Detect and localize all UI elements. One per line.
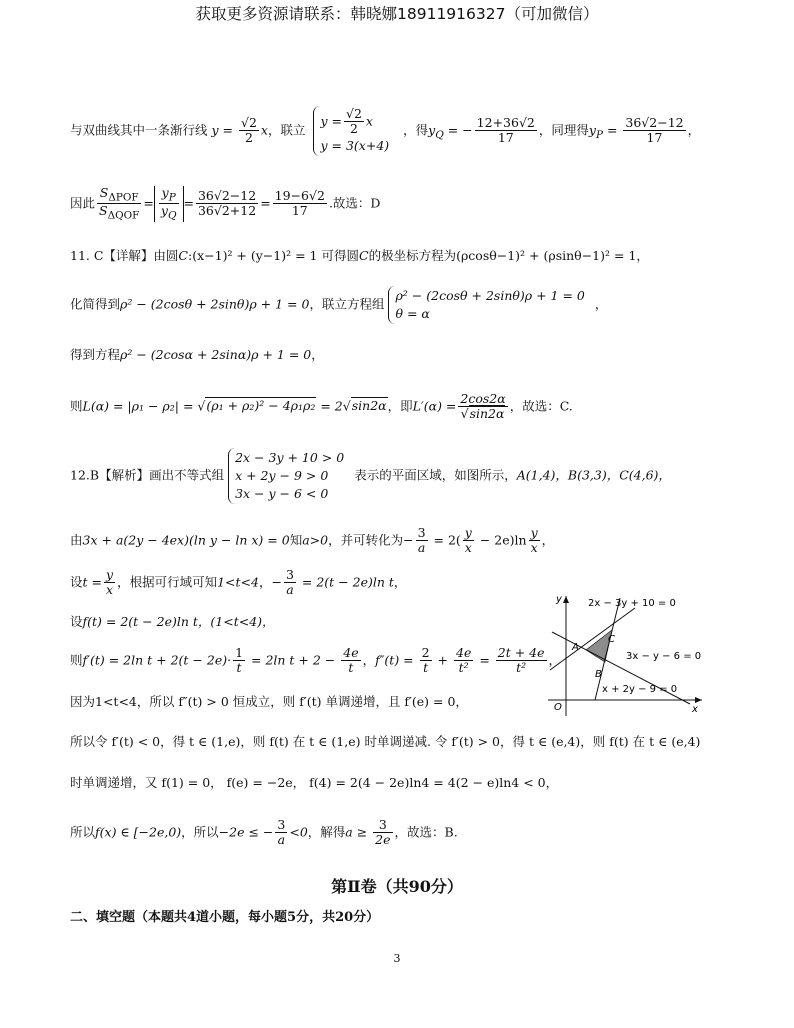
feasible-region-figure: [540, 592, 710, 722]
line-intervals: 所以令 f′(t) < 0，得 t ∈ (1,e)，则 f(t) 在 t ∈ (1,e) 时单调递减. 令 f′(t) > 0，得 t ∈ (e,4)，则 f(t) 在 t ∈ (e,4): [70, 734, 701, 749]
equation-system: ρ² − (2cosθ + 2sinθ)ρ + 1 = 0 θ = α: [388, 286, 590, 324]
label-a: A: [572, 642, 579, 653]
fraction: $\frac{12+36√2}{17}$: [476, 115, 535, 146]
fraction: $\frac{√2}{2}$: [241, 115, 257, 146]
math: y =: [211, 122, 234, 138]
line-substitution: 设t = $\frac{y}{x}$ ，根据可行域可知1<t<4，− $\frac{3}{a}$ = 2(t − 2e)ln t，: [70, 567, 407, 598]
line-monotonic: 因为1<t<4，所以 f″(t) > 0 恒成立，则 f′(t) 单调递增，且 f′(e) = 0，: [70, 694, 468, 709]
label-eq2: 3x − y − 6 = 0: [626, 651, 702, 662]
absolute-value: $\frac{y_P}{y_Q}$: [154, 186, 184, 222]
line-q11: 11. C【详解】由圆C:(x−1)² + (y−1)² = 1 可得圆C的极坐标方程为(ρcosθ−1)² + (ρsinθ−1)² = 1，: [70, 248, 649, 263]
label-eq1: 2x − 3y + 10 = 0: [588, 598, 676, 609]
fraction: $\frac{36√2-12}{36√2+12}$: [197, 188, 257, 219]
inequality-system: 2x − 3y + 10 > 0 x + 2y − 9 > 0 3x − y − 6 < 0: [228, 448, 350, 504]
line-transform: 由3x + a(2y − 4ex)(ln y − ln x) = 0知a>0，并可转化为− $\frac{3}{a}$ = 2( $\frac{y}{x}$ − 2e)ln $\frac{y}{x}$ ，: [70, 525, 555, 556]
text: .故选：D: [328, 195, 381, 211]
text: 因此: [70, 195, 96, 211]
x-axis-arrow: [695, 697, 702, 703]
line-values: 时单调递增，又 f(1) = 0， f(e) = −2e， f(4) = 2(4 − 2e)ln4 = 4(2 − e)ln4 < 0，: [70, 775, 559, 790]
line-area-ratio: 因此 $\frac{S_{\Delta POF}}{S_{\Delta QOF}}$ = $\frac{y_P}{y_Q}$ = $\frac{36√2-12}{36√2+12}$ = $\frac{19-6√2}{17}$ .故选：D: [70, 185, 381, 222]
text: 与双曲线其中一条渐行线: [70, 122, 208, 138]
y-axis-arrow: [563, 596, 569, 603]
text: ，同理得: [538, 122, 589, 138]
label-c: C: [608, 634, 615, 645]
fraction: $\frac{S_{\Delta POF}}{S_{\Delta QOF}}$: [99, 185, 140, 222]
page-header: 获取更多资源请联系：韩晓娜18911916327（可加微信）: [195, 5, 599, 23]
label-y: y: [556, 594, 562, 605]
section-title: 第Ⅱ卷（共90分）: [331, 877, 463, 896]
section-heading: 二、填空题（本题共4道小题，每小题5分，共20分）: [70, 910, 380, 925]
label-eq3: x + 2y − 9 = 0: [602, 684, 678, 695]
page-number: 3: [393, 952, 401, 965]
line-l-alpha: 则L(α) = |ρ₁ − ρ₂| = √(ρ₁ + ρ₂)² − 4ρ₁ρ₂ = 2√sin2α，即L′(α) = $\frac{2\cos 2\alpha}{√\sin 2\alpha}$ ，故选：C.: [70, 391, 573, 422]
label-o: O: [554, 702, 562, 713]
text: ，得: [403, 122, 429, 138]
fraction: $\frac{19-6√2}{17}$: [274, 188, 325, 219]
label-x: x: [692, 704, 698, 715]
line-conclusion: 所以f(x) ∈ [−2e,0)，所以−2e ≤ − $\frac{3}{a}$ <0，解得a ≥ $\frac{3}{2e}$ ，故选：B.: [70, 817, 458, 848]
line-2x-3y-10: [550, 608, 635, 670]
line-q12: 12.B【解析】画出不等式组 2x − 3y + 10 > 0 x + 2y − 9 > 0 3x − y − 6 < 0 表示的平面区域，如图所示，A(1,4)，B(3,3)，C(4,6)，: [70, 448, 671, 504]
equation-system: y = $\frac{√2}{2}$ x y = 3(x+4): [313, 106, 395, 156]
math: x: [260, 122, 268, 138]
line-derivatives: 则f′(t) = 2ln t + 2(t − 2e)· $\frac{1}{t}$ = 2ln t + 2 − $\frac{4e}{t}$ ，f″(t) = $\frac{2}{t}$ + $\frac{4e}{\text{t²}}$ = $\frac{2t + 4e}{\text{t²}}$ ，: [70, 645, 562, 676]
line-asymptote: 与双曲线其中一条渐行线 y = $\frac{√2}{2}$ x，联立 y = $\frac{√2}{2}$ x y = 3(x+4) ，得$y_Q$ = − $\frac{12+36√2}{17}$ ，同理得$y_P$ = $\frac{36√2-12}{17}$ ，: [70, 106, 700, 156]
fraction: $\frac{36√2-12}{17}$: [625, 115, 684, 146]
line-define-f: 设f(t) = 2(t − 2e)ln t，(1<t<4)，: [70, 614, 275, 629]
line-equation: 得到方程ρ² − (2cosα + 2sinα)ρ + 1 = 0，: [70, 347, 324, 362]
label-b: B: [595, 669, 602, 680]
line-simplify: 化简得到ρ² − (2cosθ + 2sinθ)ρ + 1 = 0，联立方程组 ρ² − (2cosθ + 2sinθ)ρ + 1 = 0 θ = α ，: [70, 286, 607, 324]
text: ，联立: [267, 122, 306, 138]
fraction: $\frac{2\cos 2\alpha}{√\sin 2\alpha}$: [460, 391, 506, 422]
